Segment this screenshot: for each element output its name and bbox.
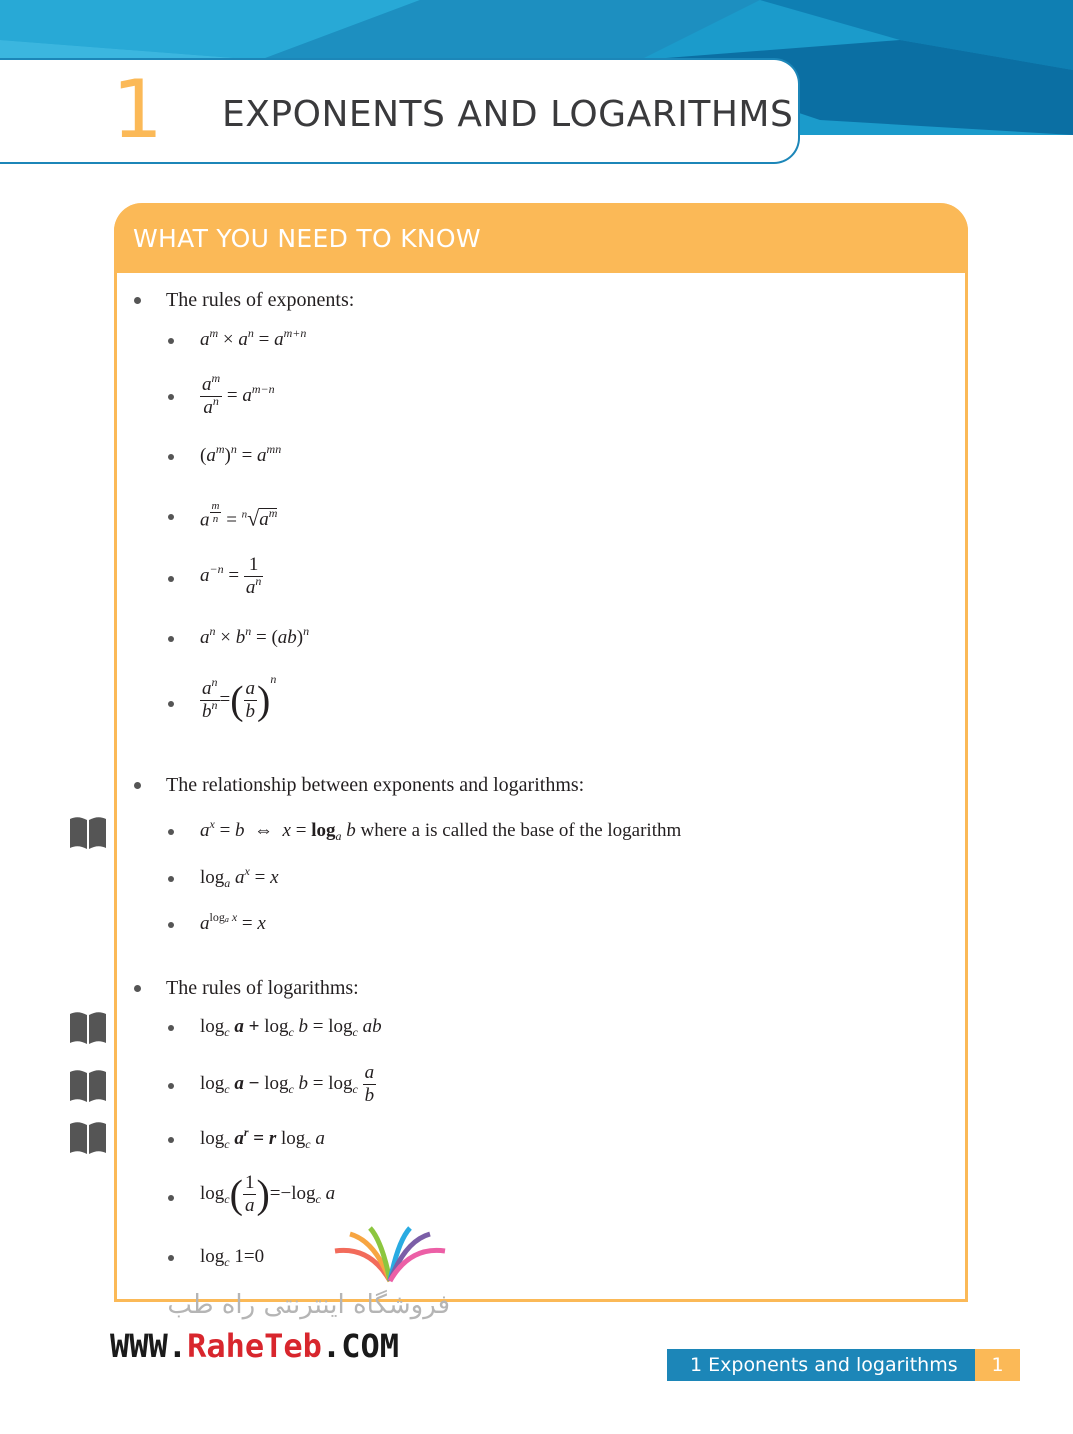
- bullet: [168, 1025, 174, 1031]
- formula-product-same-power: $a^n \times b^n = (ab)^n$: [200, 624, 310, 648]
- book-icon: [68, 1010, 108, 1046]
- base-note: where a is called the base of the logarithm: [360, 820, 682, 841]
- bullet: [168, 1083, 174, 1089]
- formula-quotient-same-power: $\frac{a^n}{b^n}$ =( $\frac{a}{b}$ )$^n$: [202, 671, 277, 723]
- bullet: [168, 701, 174, 707]
- bullet: [168, 394, 174, 400]
- page-number: 1: [991, 1354, 1004, 1376]
- url-brand: RaheTeb: [187, 1327, 322, 1365]
- formula-power-of-log: $a^{log_a x} = x$: [200, 910, 266, 934]
- relationship-heading: The relationship between exponents and logarithms:: [166, 774, 585, 796]
- bullet: [168, 922, 174, 928]
- bullet: [168, 576, 174, 582]
- formula-log-reciprocal: $\log_c$( $\frac{1}{a}$ )$=-\log_c$ a: [200, 1171, 336, 1217]
- bullet: [168, 338, 174, 344]
- formula-log-sum: $\log_c a + \log_c b = \log_c$ ab: [200, 1016, 382, 1039]
- formula-product-rule: $a^m \times a^n = a^{m+n}$: [200, 326, 307, 350]
- bullet: [134, 782, 141, 789]
- watermark-logo: [330, 1226, 450, 1286]
- formula-power-rule: $(a^m)^n = a^{mn}$: [200, 442, 282, 466]
- bullet: [168, 1137, 174, 1143]
- bullet: [168, 876, 174, 882]
- bullet: [134, 985, 141, 992]
- bullet: [134, 297, 141, 304]
- url-suffix: .COM: [321, 1327, 399, 1365]
- bullet: [168, 829, 174, 835]
- footer-chapter-label: 1 Exponents and logarithms: [690, 1354, 958, 1376]
- bullet: [168, 1195, 174, 1201]
- formula-log-of-power: $\log_a a^x = x$: [200, 864, 279, 890]
- url-prefix: WWW.: [110, 1327, 188, 1365]
- bullet: [168, 1255, 174, 1261]
- bullet: [168, 514, 174, 520]
- formula-log-power-rule: $\log_c a^r = r$ $\log_c a$: [200, 1125, 325, 1151]
- need-to-know-title: WHAT YOU NEED TO KNOW: [133, 224, 481, 253]
- formula-log-definition: $a^x = b$ ⇔ $x = \log_a b$ where a is called the base of the logarithm: [200, 817, 682, 843]
- chapter-number: 1: [112, 63, 163, 156]
- watermark-url: [110, 1326, 399, 1366]
- exponents-heading: The rules of exponents:: [166, 289, 355, 311]
- bullet: [168, 636, 174, 642]
- book-icon: [68, 815, 108, 851]
- book-icon: [68, 1120, 108, 1156]
- bullet: [168, 454, 174, 460]
- logs-heading: The rules of logarithms:: [166, 977, 359, 999]
- formula-log-of-one: $\log_c 1=0$: [200, 1246, 265, 1269]
- formula-quotient-rule: $\frac{a^m}{a^n}$ = $a^{m-n}$: [202, 371, 275, 418]
- formula-log-difference: $\log_c a - \log_c b = \log_c$ $\frac{a}{b}$: [200, 1062, 375, 1106]
- formula-fractional-exponent: a $^{\frac{m}{n}}$ = $^n√a^m$: [200, 500, 278, 531]
- watermark-persian-text: فروشگاه اینترنتی راه طب: [167, 1290, 450, 1320]
- chapter-title: EXPONENTS AND LOGARITHMS: [222, 94, 794, 135]
- book-icon: [68, 1068, 108, 1104]
- formula-negative-exponent: $a^{-n}$ = $\frac{1}{a^n}$: [200, 554, 262, 598]
